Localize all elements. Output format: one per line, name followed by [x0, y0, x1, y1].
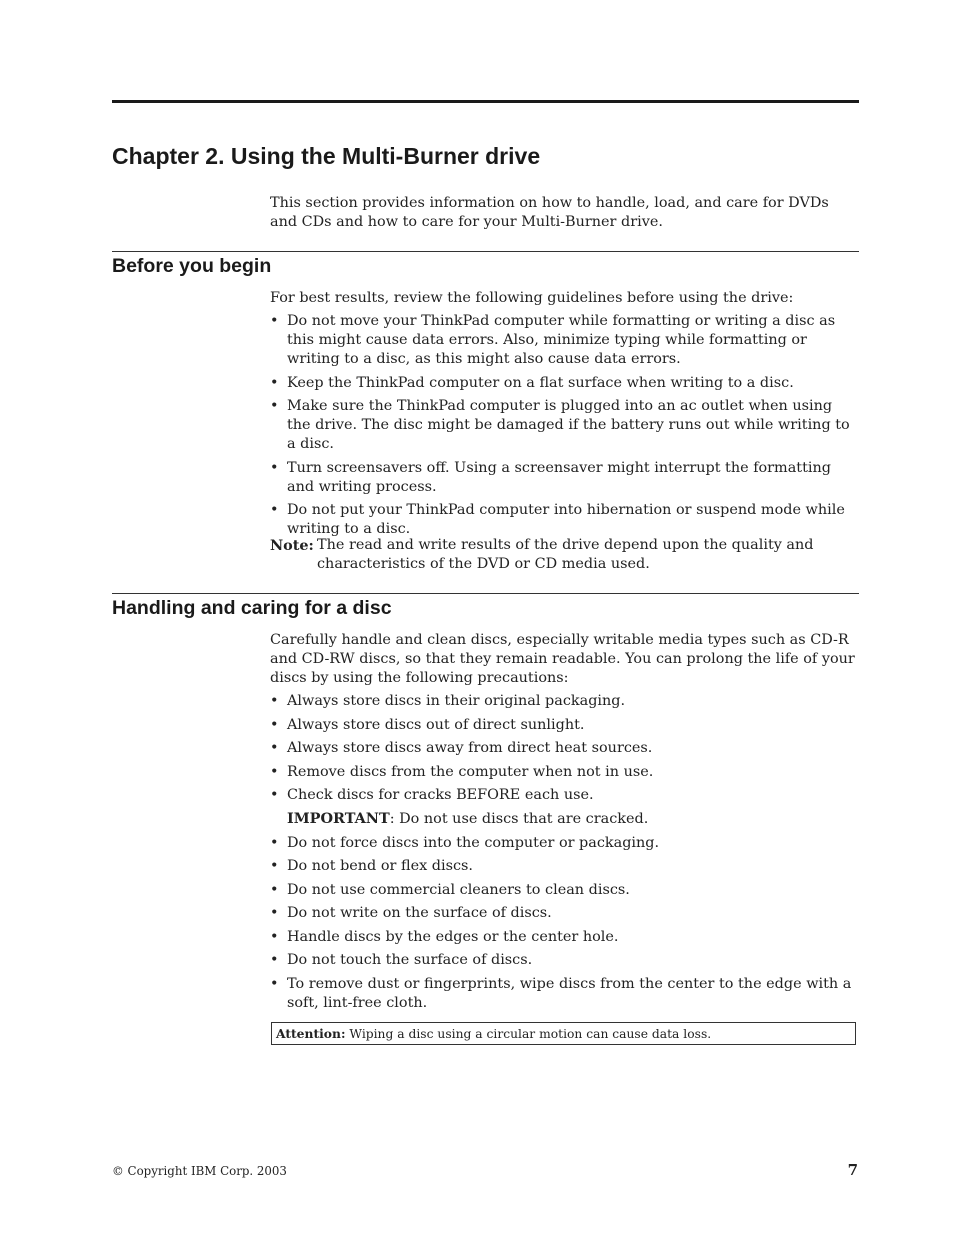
important-label: IMPORTANT	[287, 810, 390, 827]
list-item: • Check discs for cracks BEFORE each use. IMPORTANT: Do not use discs that are cracked.	[270, 786, 860, 829]
list-item: • Make sure the ThinkPad computer is plugged into an ac outlet when using the drive. The disc might be damaged if the battery runs out while writing to a disc.	[270, 398, 850, 452]
bullet-icon: •	[270, 952, 279, 968]
section-rule-handling	[112, 593, 859, 594]
section-title-handling: Handling and caring for a disc	[112, 597, 392, 619]
list-item: • Do not write on the surface of discs.	[270, 905, 552, 921]
attention-label: Attention:	[276, 1026, 346, 1041]
list-item: • Always store discs away from direct heat sources.	[270, 740, 653, 756]
list-item: • Do not touch the surface of discs.	[270, 952, 533, 968]
bullet-icon: •	[270, 374, 279, 391]
list-item: • Do not bend or flex discs.	[270, 858, 473, 874]
note-block	[270, 536, 860, 574]
bullet-icon: •	[270, 905, 279, 921]
bullet-icon: •	[270, 740, 279, 756]
bullet-icon: •	[270, 928, 279, 945]
list-item: • Handle discs by the edges or the center hole.	[270, 928, 619, 945]
chapter-top-rule	[112, 100, 859, 103]
chapter-intro: This section provides information on how to handle, load, and care for DVDs and CDs and how to care for your Multi-Burner drive.	[270, 195, 829, 230]
important-note	[287, 809, 860, 829]
handling-intro: Carefully handle and clean discs, especially writable media types such as CD-R and CD-RW discs, so that they remain readable. You can prolong the life of your discs by using the following precautions:	[270, 632, 855, 686]
before-you-begin-intro: For best results, review the following guidelines before using the drive:	[270, 290, 794, 306]
bullet-icon: •	[270, 459, 279, 476]
attention-box	[271, 1022, 856, 1045]
bullet-icon: •	[270, 763, 279, 780]
list-item: • Do not put your ThinkPad computer into hibernation or suspend mode while writing to a disc.	[270, 502, 845, 537]
bullet-icon: •	[270, 858, 279, 874]
page-number: 7	[847, 1161, 858, 1179]
chapter-title: Chapter 2. Using the Multi-Burner drive	[112, 143, 541, 169]
note-label: Note:	[270, 537, 314, 554]
handling-list	[270, 692, 860, 1017]
before-you-begin-list	[270, 312, 860, 544]
bullet-icon: •	[270, 693, 279, 709]
bullet-icon: •	[270, 313, 279, 329]
bullet-icon: •	[270, 834, 279, 851]
bullet-icon: •	[270, 398, 279, 414]
section-title-before-you-begin: Before you begin	[112, 255, 272, 277]
bullet-icon: •	[270, 881, 279, 898]
list-item: • Always store discs out of direct sunlight.	[270, 716, 585, 733]
list-item: • Do not use commercial cleaners to clean discs.	[270, 881, 630, 898]
attention-text: Wiping a disc using a circular motion can cause data loss.	[345, 1027, 712, 1041]
bullet-icon: •	[270, 716, 279, 733]
list-item: • To remove dust or fingerprints, wipe discs from the center to the edge with a soft, lint-free cloth.	[270, 975, 852, 1011]
bullet-icon: •	[270, 787, 279, 803]
list-item: • Keep the ThinkPad computer on a flat surface when writing to a disc.	[270, 374, 794, 391]
list-item: • Remove discs from the computer when not in use.	[270, 763, 654, 780]
list-item: • Do not move your ThinkPad computer while formatting or writing a disc as this might cause data errors. Also, minimize typing while formatting or writing to a disc, as this might also cause data errors.	[270, 313, 836, 367]
important-text: : Do not use discs that are cracked.	[389, 811, 649, 827]
bullet-icon: •	[270, 975, 279, 992]
section-rule-before-you-begin	[112, 251, 859, 252]
list-item: • Do not force discs into the computer or packaging.	[270, 834, 660, 851]
bullet-icon: •	[270, 502, 279, 518]
list-item: • Always store discs in their original packaging.	[270, 693, 626, 709]
note-text: The read and write results of the drive depend upon the quality and characteristics of the DVD or CD media used.	[317, 537, 814, 572]
footer-copyright: © Copyright IBM Corp. 2003	[112, 1164, 287, 1178]
list-item: • Turn screensavers off. Using a screensaver might interrupt the formatting and writing process.	[270, 459, 831, 495]
